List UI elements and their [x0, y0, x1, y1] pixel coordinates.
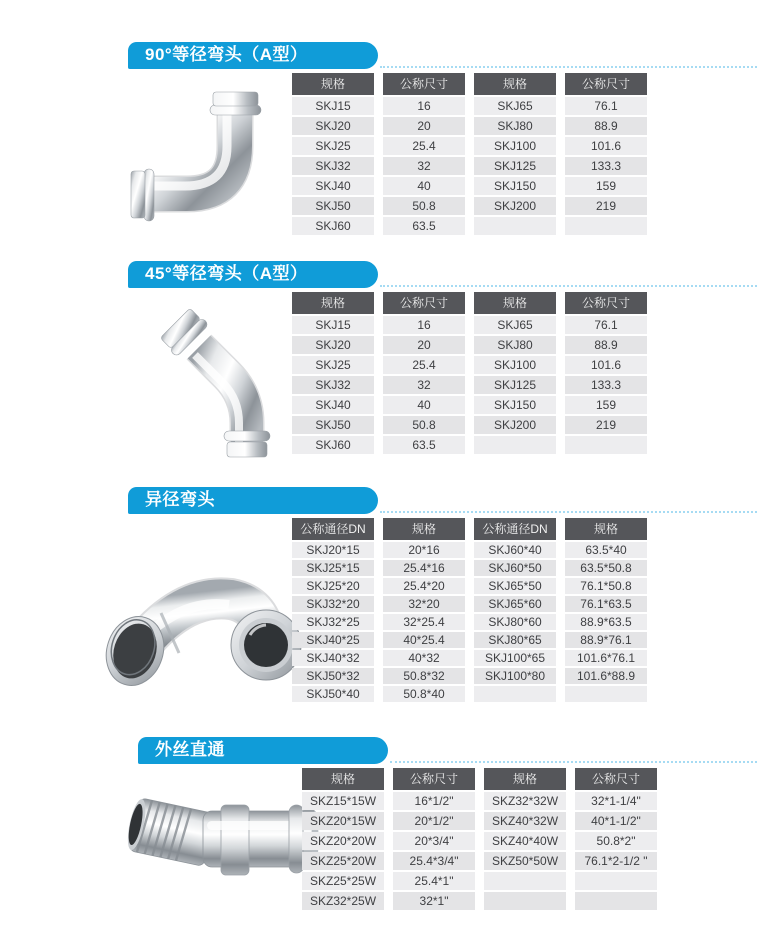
table-cell: 16 — [383, 316, 465, 334]
table-cell: 40*25.4 — [383, 632, 465, 648]
dotted-divider — [380, 66, 757, 68]
table-cell: SKJ15 — [292, 97, 374, 115]
table-cell: SKJ100 — [474, 137, 556, 155]
spec-table-right — [484, 768, 657, 910]
column-header: 公称通径DN — [474, 518, 556, 540]
table-cell: 50.8*2" — [575, 832, 657, 850]
table-cell: 88.9*63.5 — [565, 614, 647, 630]
section-banner — [128, 42, 378, 69]
column-header: 规格 — [484, 768, 566, 790]
spec-table-left — [292, 292, 465, 454]
table-cell: 76.1*63.5 — [565, 596, 647, 612]
table-cell: 20*1/2" — [393, 812, 475, 830]
table-cell — [484, 872, 566, 890]
dotted-divider — [380, 285, 757, 287]
table-cell: 101.6 — [565, 356, 647, 374]
table-cell: 219 — [565, 197, 647, 215]
table-cell: 101.6*88.9 — [565, 668, 647, 684]
section-header-row — [128, 261, 757, 288]
table-cell: 40*32 — [383, 650, 465, 666]
table-cell — [484, 892, 566, 910]
table-cell: SKJ60 — [292, 436, 374, 454]
table-cell: SKZ32*25W — [302, 892, 384, 910]
column-header: 公称尺寸 — [383, 292, 465, 314]
table-cell — [474, 686, 556, 702]
table-cell: SKJ80*65 — [474, 632, 556, 648]
table-column — [565, 518, 647, 702]
column-header: 公称尺寸 — [383, 73, 465, 95]
product-image-elbow-90-icon — [125, 88, 290, 240]
table-cell: SKZ25*20W — [302, 852, 384, 870]
spec-tables — [292, 518, 647, 702]
table-column — [292, 292, 374, 454]
table-cell: 25.4 — [383, 356, 465, 374]
table-cell: SKJ65 — [474, 316, 556, 334]
table-cell — [565, 686, 647, 702]
table-cell: SKJ200 — [474, 197, 556, 215]
table-cell: 50.8 — [383, 197, 465, 215]
column-header: 公称尺寸 — [393, 768, 475, 790]
table-cell: SKJ40*32 — [292, 650, 374, 666]
table-cell: SKJ25 — [292, 137, 374, 155]
table-column — [474, 73, 556, 235]
table-cell: SKJ32*25 — [292, 614, 374, 630]
column-header: 公称尺寸 — [575, 768, 657, 790]
table-cell: SKJ150 — [474, 177, 556, 195]
table-cell: 50.8*32 — [383, 668, 465, 684]
spec-tables — [302, 768, 657, 910]
section-banner — [128, 487, 378, 514]
table-cell: 101.6 — [565, 137, 647, 155]
table-cell: 32*1" — [393, 892, 475, 910]
table-cell: 76.1 — [565, 316, 647, 334]
table-cell: SKJ100*65 — [474, 650, 556, 666]
table-cell: 101.6*76.1 — [565, 650, 647, 666]
table-cell: SKJ65*50 — [474, 578, 556, 594]
spec-table-left — [292, 518, 465, 702]
table-cell — [565, 217, 647, 235]
table-cell: SKJ65*60 — [474, 596, 556, 612]
table-cell: SKJ32*20 — [292, 596, 374, 612]
table-column — [292, 73, 374, 235]
table-cell: SKJ100 — [474, 356, 556, 374]
table-cell: SKJ60*50 — [474, 560, 556, 576]
table-cell: 88.9*76.1 — [565, 632, 647, 648]
table-cell: SKJ20 — [292, 336, 374, 354]
table-cell: SKJ100*80 — [474, 668, 556, 684]
table-cell: 20 — [383, 117, 465, 135]
table-cell: SKJ20*15 — [292, 542, 374, 558]
spec-table-left — [302, 768, 475, 910]
section-banner — [138, 737, 388, 764]
table-column — [484, 768, 566, 910]
table-cell — [474, 436, 556, 454]
section-header-row — [128, 42, 757, 69]
spec-table-left — [292, 73, 465, 235]
table-cell: 40*1-1/2" — [575, 812, 657, 830]
column-header: 规格 — [292, 292, 374, 314]
column-header: 规格 — [474, 73, 556, 95]
table-cell: SKJ60 — [292, 217, 374, 235]
table-column — [565, 73, 647, 235]
table-cell: 25.4*3/4" — [393, 852, 475, 870]
table-cell: SKJ32 — [292, 376, 374, 394]
spec-table-right — [474, 518, 647, 702]
table-cell: SKJ50*40 — [292, 686, 374, 702]
table-cell: 25.4 — [383, 137, 465, 155]
table-cell: 50.8 — [383, 416, 465, 434]
table-cell: 63.5*40 — [565, 542, 647, 558]
table-cell: 63.5*50.8 — [565, 560, 647, 576]
table-cell: 88.9 — [565, 117, 647, 135]
table-column — [474, 292, 556, 454]
section-elbow-90 — [128, 42, 757, 261]
table-cell — [575, 892, 657, 910]
table-cell: 76.1 — [565, 97, 647, 115]
table-cell: 133.3 — [565, 376, 647, 394]
table-cell: 32*20 — [383, 596, 465, 612]
table-column — [393, 768, 475, 910]
spec-tables — [292, 73, 647, 235]
table-cell: SKJ20 — [292, 117, 374, 135]
table-cell: SKJ50 — [292, 416, 374, 434]
table-cell — [474, 217, 556, 235]
table-cell: 25.4*16 — [383, 560, 465, 576]
table-cell: SKJ50 — [292, 197, 374, 215]
table-cell: SKJ60*40 — [474, 542, 556, 558]
table-cell: 20*16 — [383, 542, 465, 558]
section-title: 90°等径弯头（A型） — [145, 45, 308, 64]
table-cell: SKZ20*15W — [302, 812, 384, 830]
table-cell — [565, 436, 647, 454]
table-cell: SKJ15 — [292, 316, 374, 334]
table-cell: 40 — [383, 396, 465, 414]
product-image-thread-straight-icon — [125, 775, 330, 905]
table-cell: 159 — [565, 396, 647, 414]
table-cell: SKJ125 — [474, 157, 556, 175]
table-cell: 63.5 — [383, 217, 465, 235]
table-cell: 16*1/2" — [393, 792, 475, 810]
table-cell: SKJ125 — [474, 376, 556, 394]
table-cell: SKJ40*25 — [292, 632, 374, 648]
spec-tables — [292, 292, 647, 454]
section-header-row — [128, 487, 757, 514]
table-cell: SKZ50*50W — [484, 852, 566, 870]
table-cell: SKZ20*20W — [302, 832, 384, 850]
table-column — [474, 518, 556, 702]
table-cell: SKJ50*32 — [292, 668, 374, 684]
column-header: 规格 — [383, 518, 465, 540]
table-cell: SKJ25*15 — [292, 560, 374, 576]
table-cell: SKJ25 — [292, 356, 374, 374]
table-cell: SKJ150 — [474, 396, 556, 414]
table-cell: SKJ40 — [292, 177, 374, 195]
section-title: 外丝直通 — [155, 740, 225, 759]
table-cell: SKJ40 — [292, 396, 374, 414]
table-cell: 159 — [565, 177, 647, 195]
table-cell: 63.5 — [383, 436, 465, 454]
spec-table-right — [474, 292, 647, 454]
section-male-thread-straight — [138, 737, 757, 922]
section-elbow-45 — [128, 261, 757, 480]
table-cell: SKZ40*40W — [484, 832, 566, 850]
table-cell: 20*3/4" — [393, 832, 475, 850]
section-banner — [128, 261, 378, 288]
table-column — [383, 292, 465, 454]
table-cell: 219 — [565, 416, 647, 434]
section-header-row — [138, 737, 757, 764]
table-column — [302, 768, 384, 910]
column-header: 公称尺寸 — [565, 73, 647, 95]
table-cell: 50.8*40 — [383, 686, 465, 702]
column-header: 规格 — [565, 518, 647, 540]
table-column — [565, 292, 647, 454]
table-column — [575, 768, 657, 910]
table-cell: SKJ80*60 — [474, 614, 556, 630]
table-cell: SKJ65 — [474, 97, 556, 115]
table-cell: 25.4*20 — [383, 578, 465, 594]
dotted-divider — [380, 511, 757, 513]
table-cell: 76.1*50.8 — [565, 578, 647, 594]
table-cell: SKZ25*25W — [302, 872, 384, 890]
column-header: 公称尺寸 — [565, 292, 647, 314]
table-cell: 25.4*1" — [393, 872, 475, 890]
table-cell — [575, 872, 657, 890]
table-cell: 32*25.4 — [383, 614, 465, 630]
table-cell: 133.3 — [565, 157, 647, 175]
table-cell: SKJ200 — [474, 416, 556, 434]
table-cell: 16 — [383, 97, 465, 115]
table-cell: 76.1*2-1/2 " — [575, 852, 657, 870]
table-cell: 88.9 — [565, 336, 647, 354]
table-cell: 32*1-1/4" — [575, 792, 657, 810]
table-cell: 20 — [383, 336, 465, 354]
section-reducing-elbow — [128, 487, 757, 713]
table-cell: SKJ32 — [292, 157, 374, 175]
product-image-reducing-elbow-icon — [85, 549, 310, 714]
table-cell: SKJ80 — [474, 336, 556, 354]
column-header: 公称通径DN — [292, 518, 374, 540]
table-column — [383, 518, 465, 702]
table-column — [383, 73, 465, 235]
table-cell: SKJ80 — [474, 117, 556, 135]
section-title: 45°等径弯头（A型） — [145, 264, 308, 283]
table-cell: 32 — [383, 376, 465, 394]
table-cell: SKJ25*20 — [292, 578, 374, 594]
table-cell: SKZ32*32W — [484, 792, 566, 810]
section-title: 异径弯头 — [145, 490, 215, 509]
table-cell: SKZ15*15W — [302, 792, 384, 810]
table-column — [292, 518, 374, 702]
dotted-divider — [390, 761, 757, 763]
table-cell: 32 — [383, 157, 465, 175]
column-header: 规格 — [292, 73, 374, 95]
column-header: 规格 — [302, 768, 384, 790]
table-cell: SKZ40*32W — [484, 812, 566, 830]
column-header: 规格 — [474, 292, 556, 314]
spec-table-right — [474, 73, 647, 235]
table-cell: 40 — [383, 177, 465, 195]
